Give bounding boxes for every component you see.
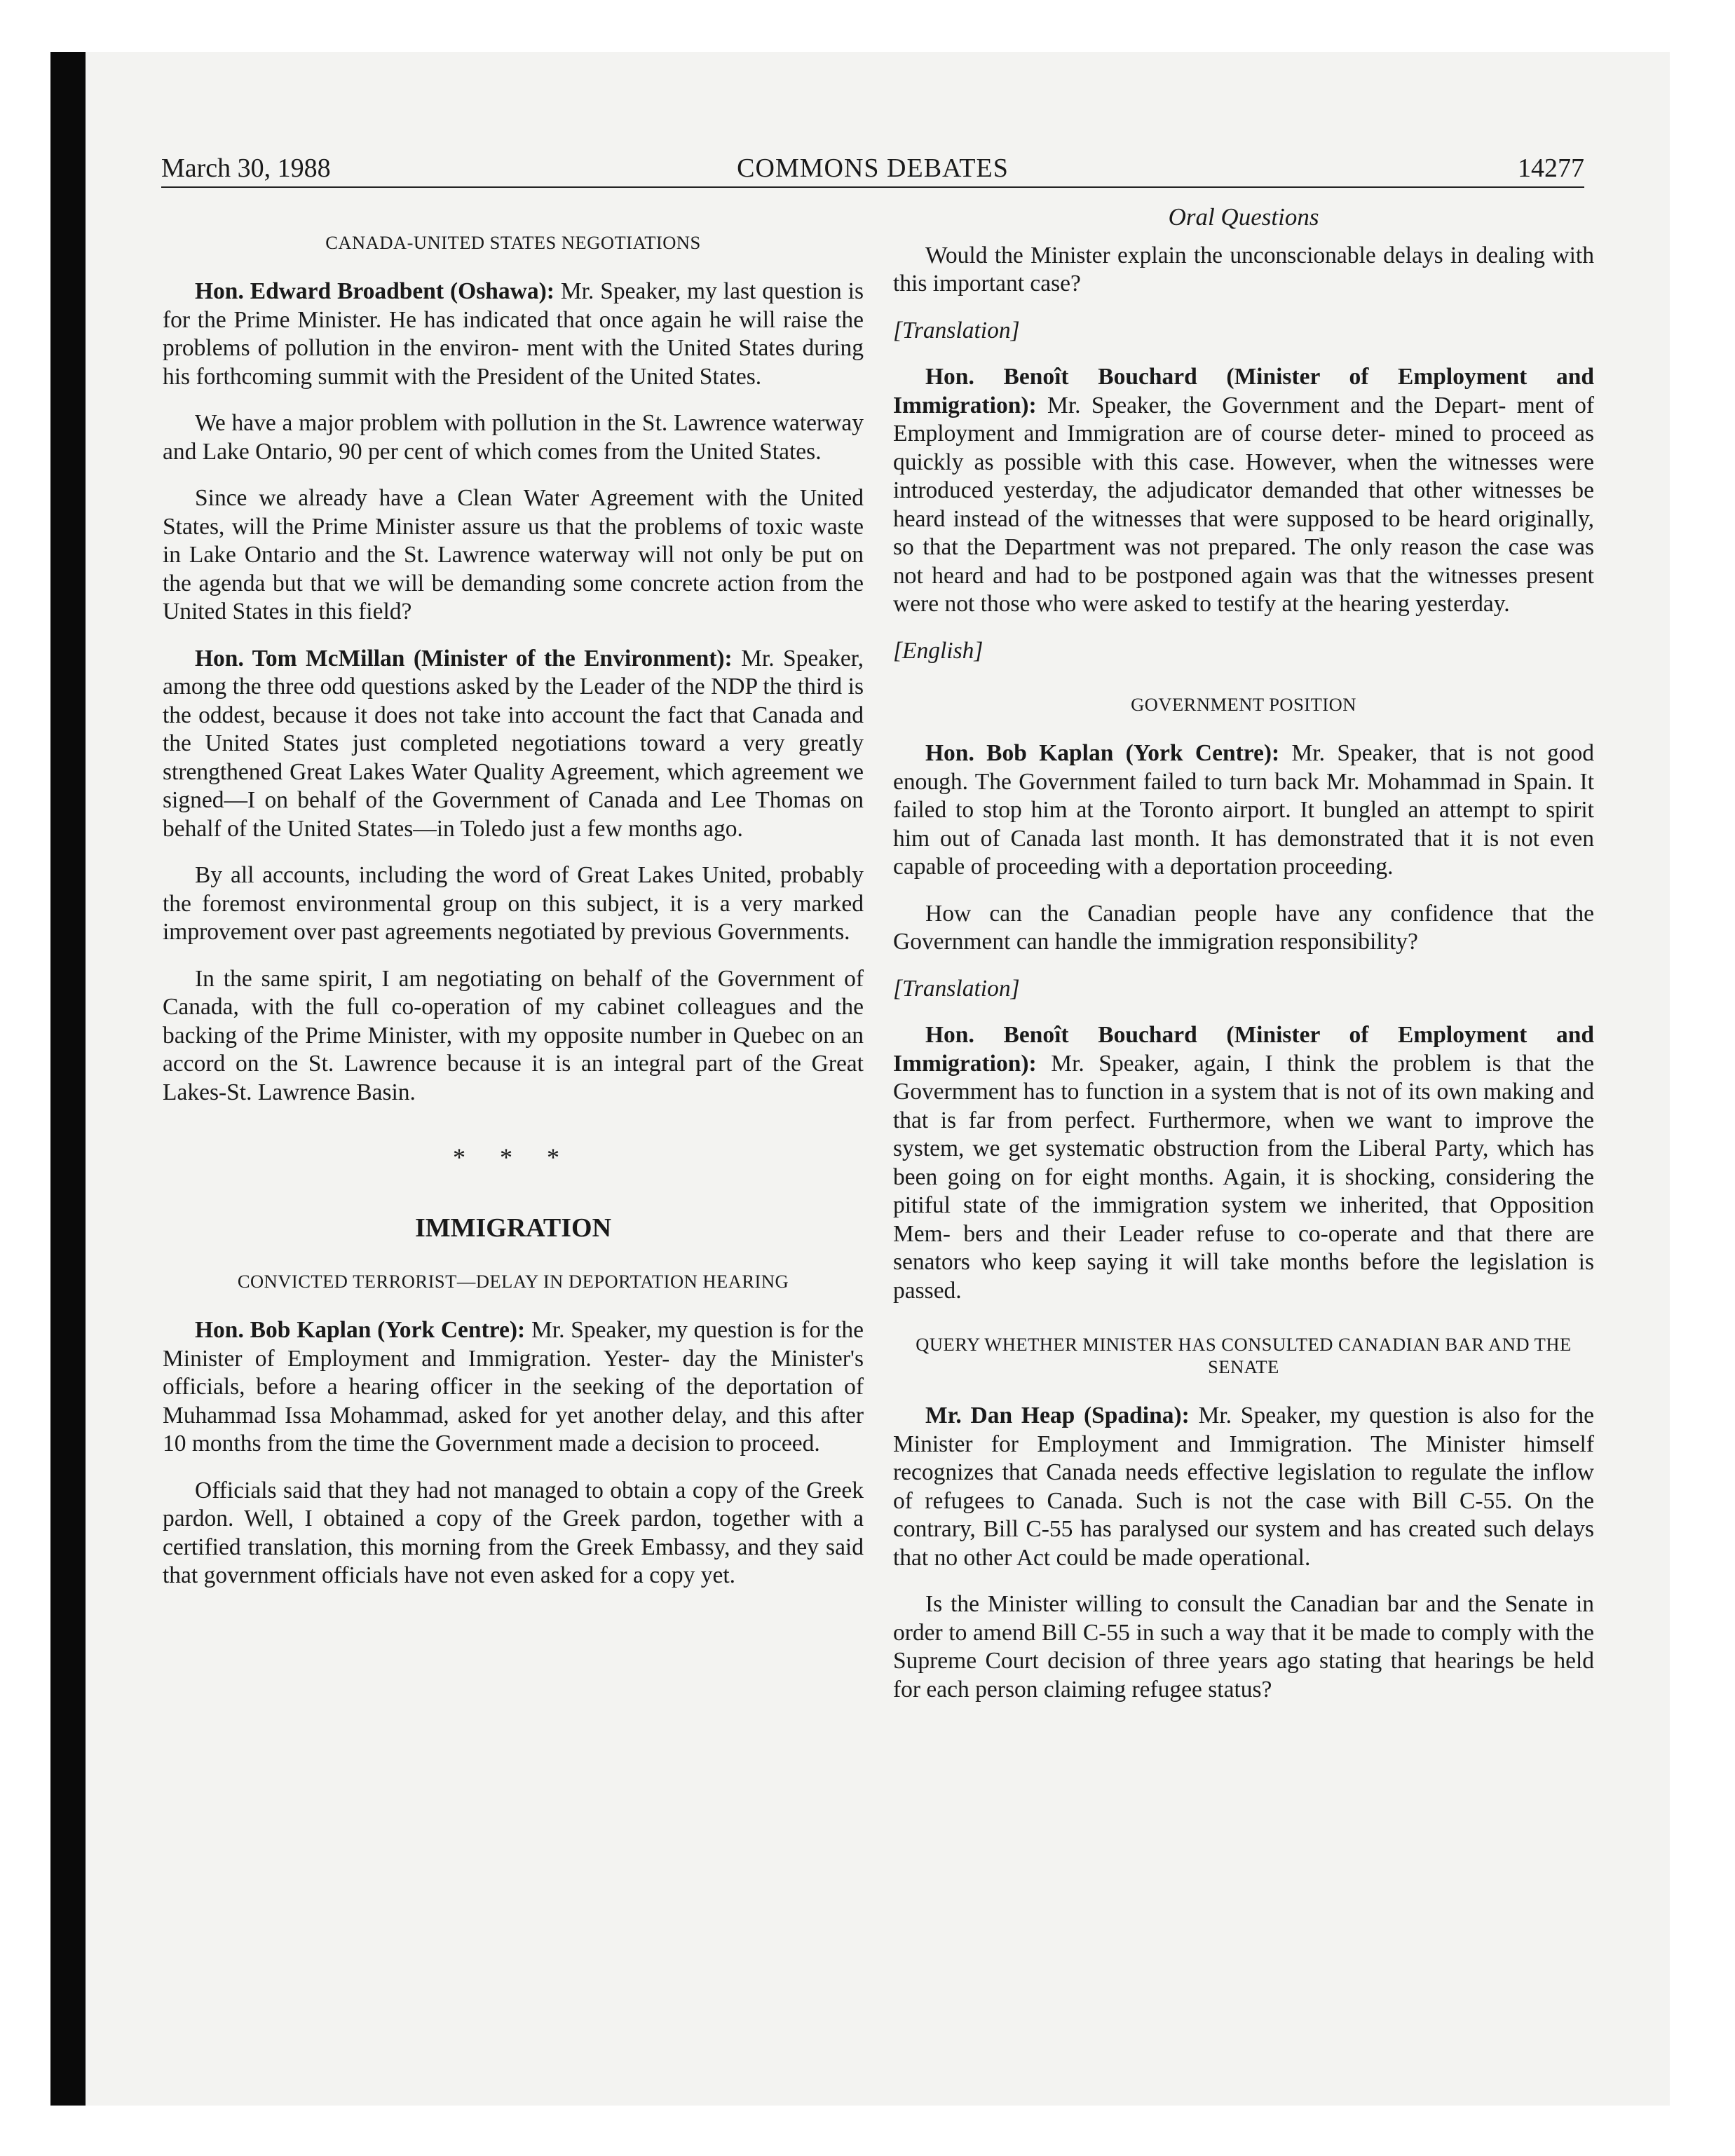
header-date: March 30, 1988	[161, 153, 331, 183]
paragraph-text: Officials said that they had not managed to obtain a copy of the Greek pardon. Well, I obtained a copy of the Greek pardon, together with a certified translation, this morning from the Greek Embassy, and they said that government officials have not even asked for a copy yet.	[163, 1477, 864, 1588]
paragraph-text: We have a major problem with pollution in the St. Lawrence waterway and Lake Ontario, 90 per cent of which comes from the United States.	[163, 410, 864, 465]
paragraph	[893, 1402, 1594, 1572]
language-tag	[893, 317, 1594, 346]
paragraph	[893, 739, 1594, 882]
language-tag	[893, 637, 1594, 666]
paragraph-text: By all accounts, including the word of Great Lakes United, probably the foremost environmental group on this subject, it is a very marked improvement over past agreements negotiated by previous Governments.	[163, 862, 864, 945]
paragraph-text: Mr. Speaker, my question is for the Minister of Employment and Immigration. Yester- day the Minister's officials, before a hearing officer in the seeking of the deportation of Muhammad Issa Mohammad, asked for yet another delay, and this after 10 months from the time the Government made a decision to proceed.	[163, 1317, 864, 1456]
paragraph-text: Would the Minister explain the unconscionable delays in dealing with this important case?	[893, 242, 1594, 296]
paragraph	[163, 965, 864, 1107]
paragraph	[163, 278, 864, 391]
paragraph-text: Mr. Speaker, my question is also for the Minister for Employment and Immigration. The Minister himself recognizes that Canada needs effective legislation to regulate the inflow of refugees to Canada. Such is not the case with Bill C-55. On the contrary, Bill C-55 has paralysed our system and has created such delays that no other Act could be made operational.	[893, 1403, 1594, 1571]
paragraph-text: Mr. Speaker, again, I think the problem is that the Govermment has to function in a system that is not of its own making and that is far from perfect. Furthermore, when we want to improve the system, we get systematic obstruction from the Liberal Party, which has been going on for eight months. Again, it is shocking, considering the pitiful state of the immigration system we inherited, that Opposition Mem- bers and their Leader refuse to co-operate and that there are senators who keep saying it will take months before the legislation is passed.	[893, 1050, 1594, 1304]
paragraph	[893, 1590, 1594, 1704]
speaker-name: Mr. Dan Heap (Spadina):	[925, 1403, 1190, 1428]
paragraph	[163, 409, 864, 466]
paragraph	[893, 363, 1594, 619]
paragraph-text: CANADA-UNITED STATES NEGOTIATIONS	[325, 232, 701, 253]
paragraph-text: QUERY WHETHER MINISTER HAS CONSULTED CANADIAN BAR AND THE SENATE	[916, 1334, 1572, 1377]
paragraph-text: Is the Minister willing to consult the Canadian bar and the Senate in order to amend Bill C-55 in such a way that it be made to comply with the Supreme Court decision of three years ago stating that hearings be held for each person claiming refugee status?	[893, 1591, 1594, 1703]
paragraph-text: * * *	[453, 1143, 573, 1171]
paragraph-text: Mr. Speaker, the Government and the Depart- ment of Employment and Immigration are of course deter- mined to proceed as quickly as possible with this case. However, when the witnesses were introduced yesterday, the adjudicator demanded that other witnesses be heard instead of the witnesses that were supposed to be heard originally, so that the Department was not prepared. The only reason the case was not heard and had to be postponed again was that the witnesses present were not those who were asked to testify at the hearing yesterday.	[893, 392, 1594, 617]
paragraph-text: Oral Questions	[1168, 203, 1319, 231]
paragraph-text: CONVICTED TERRORIST—DELAY IN DEPORTATION HEARING	[237, 1271, 789, 1292]
page-subject	[893, 203, 1594, 232]
speaker-name: Hon. Benoît Bouchard (Minister of Employment and Immigration):	[893, 364, 1594, 418]
page-number: 14277	[1518, 153, 1584, 183]
section-title	[163, 1214, 864, 1243]
paragraph-text: GOVERNMENT POSITION	[1131, 694, 1356, 715]
paragraph-text: Mr. Speaker, among the three odd questions asked by the Leader of the NDP the third is the oddest, because it does not take into account the fact that Canada and the United States just completed negotiations toward a very greatly strengthened Great Lakes Water Quality Agreement, which agreement we signed—I on behalf of the Government of Canada and Lee Thomas on behalf of the United States—in Toledo just a few months ago.	[163, 645, 864, 842]
paragraph	[163, 645, 864, 844]
binding-edge	[50, 52, 86, 2106]
paragraph-text: IMMIGRATION	[414, 1213, 612, 1243]
subheading	[893, 1333, 1594, 1378]
speaker-name: Hon. Bob Kaplan (York Centre):	[925, 740, 1280, 766]
section-separator	[163, 1143, 864, 1172]
paragraph	[893, 900, 1594, 957]
paragraph	[893, 242, 1594, 299]
subheading	[163, 1270, 864, 1292]
paragraph-text: Mr. Speaker, my last question is for the Prime Minister. He has indicated that once again he will raise the problems of pollution in the environ- ment with the United States during his forthcoming summit with the President of the United States.	[163, 278, 864, 390]
speaker-name: Hon. Benoît Bouchard (Minister of Employment and Immigration):	[893, 1022, 1594, 1077]
paragraph	[163, 861, 864, 947]
paragraph-text: Mr. Speaker, that is not good enough. The Government failed to turn back Mr. Mohammad in Spain. It failed to stop him at the Toronto airport. It bungled an attempt to spirit him out of Canada last month. It has demonstrated that it is not even capable of proceeding with a deportation proceeding.	[893, 740, 1594, 880]
language-tag	[893, 975, 1594, 1004]
paragraph-text: Since we already have a Clean Water Agreement with the United States, will the Prime Minister assure us that the problems of toxic waste in Lake Ontario and the St. Lawrence waterway will not only be put on the agenda but that we will be demanding some concrete action from the United States in this field?	[163, 485, 864, 625]
right-column	[893, 203, 1594, 1722]
paragraph-text: [Translation]	[893, 317, 1020, 343]
paragraph-text: [Translation]	[893, 975, 1020, 1002]
subheading	[163, 231, 864, 254]
subheading	[893, 693, 1594, 716]
speaker-name: Hon. Tom McMillan (Minister of the Environment):	[195, 645, 733, 671]
speaker-name: Hon. Edward Broadbent (Oshawa):	[195, 278, 554, 304]
running-head	[161, 147, 1584, 188]
paragraph-text: In the same spirit, I am negotiating on behalf of the Government of Canada, with the full co-operation of my cabinet colleagues and the backing of the Prime Minister, with my opposite number in Quebec on an accord on the St. Lawrence because it is an integral part of the Great Lakes-St. Lawrence Basin.	[163, 965, 864, 1105]
paragraph	[163, 1316, 864, 1459]
paragraph-text: How can the Canadian people have any confidence that the Government can handle the immigration responsibility?	[893, 900, 1594, 955]
header-title: COMMONS DEBATES	[737, 153, 1009, 183]
paragraph-text: [English]	[893, 637, 984, 664]
left-column	[163, 203, 864, 1609]
speaker-name: Hon. Bob Kaplan (York Centre):	[195, 1317, 526, 1343]
paragraph	[163, 484, 864, 627]
paragraph	[163, 1477, 864, 1590]
paragraph	[893, 1021, 1594, 1305]
